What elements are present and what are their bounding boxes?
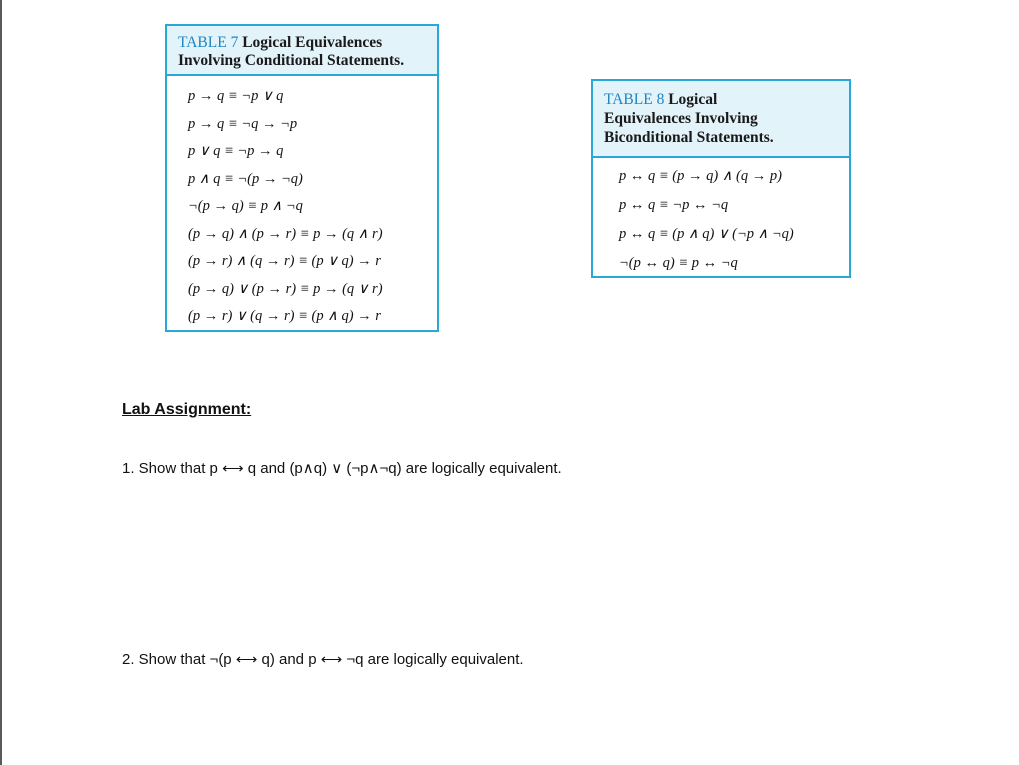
table-8-header — [593, 81, 849, 158]
equivalence-row: p ↔ q ≡ (p → q) ∧ (q → p) — [619, 168, 782, 184]
page-left-border — [0, 0, 2, 765]
question-1: 1. Show that p ⟷ q and (p∧q) ∨ (¬p∧¬q) are logically equivalent. — [122, 460, 562, 477]
equivalence-row: ¬(p → q) ≡ p ∧ ¬q — [188, 198, 303, 214]
table-7-title-line2: Involving Conditional Statements. — [178, 52, 405, 69]
table-8-title-line3: Biconditional Statements. — [604, 129, 774, 146]
equivalence-row: (p → r) ∨ (q → r) ≡ (p ∧ q) → r — [188, 308, 381, 324]
table-7 — [165, 24, 439, 332]
equivalence-row: ¬(p ↔ q) ≡ p ↔ ¬q — [619, 255, 738, 271]
equivalence-row: p → q ≡ ¬p ∨ q — [188, 88, 284, 104]
table-8-rows — [593, 158, 849, 278]
equivalence-row: p ↔ q ≡ (p ∧ q) ∨ (¬p ∧ ¬q) — [619, 226, 794, 242]
lab-assignment-heading: Lab Assignment: — [122, 401, 252, 418]
table-7-header — [167, 26, 437, 76]
equivalence-row: p ∨ q ≡ ¬p → q — [188, 143, 284, 159]
equivalence-row: p ↔ q ≡ ¬p ↔ ¬q — [619, 197, 729, 213]
equivalence-row: (p → q) ∨ (p → r) ≡ p → (q ∨ r) — [188, 280, 383, 297]
equivalence-row: (p → r) ∧ (q → r) ≡ (p ∨ q) → r — [188, 253, 381, 269]
table-7-rows — [167, 76, 437, 331]
table-8-title-line1: Logical — [668, 91, 718, 108]
table-7-number: TABLE 7 — [178, 34, 239, 51]
equivalence-row: p → q ≡ ¬q → ¬p — [188, 115, 298, 132]
equivalence-row: p ∧ q ≡ ¬(p → ¬q) — [188, 170, 303, 187]
table-8-number: TABLE 8 — [604, 91, 665, 108]
equivalence-row: (p → q) ∧ (p → r) ≡ p → (q ∧ r) — [188, 225, 383, 242]
table-8 — [591, 79, 851, 278]
question-2: 2. Show that ¬(p ⟷ q) and p ⟷ ¬q are logically equivalent. — [122, 651, 524, 668]
table-8-title-line2: Equivalences Involving — [604, 110, 758, 127]
table-7-title-line1: Logical Equivalences — [242, 34, 383, 51]
